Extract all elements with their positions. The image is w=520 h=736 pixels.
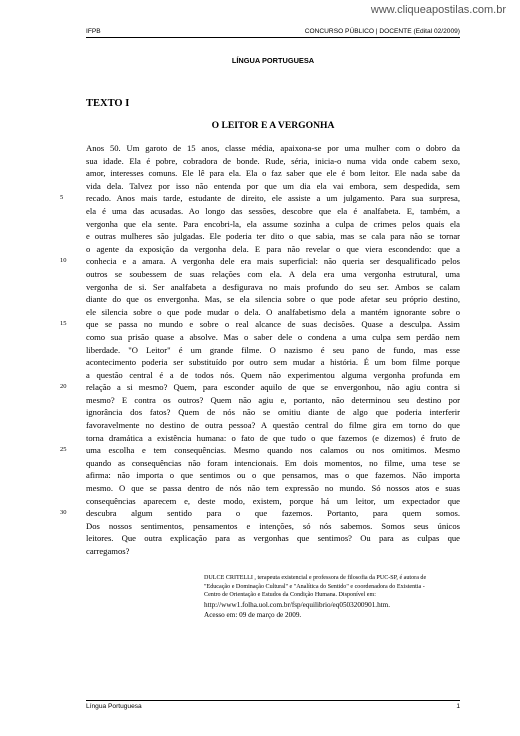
header-exam-info: CONCURSO PÚBLICO | DOCENTE (Edital 02/2009) [304, 28, 460, 35]
header-institution: IFPB [86, 28, 101, 35]
text-line [60, 444, 460, 457]
line-text: Dos nossos sentimentos, pensamentos e intenções, só nós sabemos. Somos seus únicos [86, 520, 460, 531]
page-footer [86, 700, 460, 710]
page-number: 1 [456, 703, 460, 710]
text-line [86, 142, 460, 155]
line-text: como sua prisão quase a absolve. Mas o saber dele o condena a uma culpa sem perdão nem [86, 331, 460, 342]
text-line [86, 495, 460, 508]
line-text: acontecimento poderia ser substituído por outro sem mudar a história. É um bom filme porque [86, 357, 460, 368]
text-line [86, 293, 460, 306]
text-line [86, 167, 460, 180]
citation-author-line: DULCE CRITELLI , terapeuta existencial e professora de filosofia da PUC-SP, é autora de [204, 575, 427, 581]
subject-heading: LÍNGUA PORTUGUESA [231, 56, 315, 65]
line-text: leitores. Que outra explicação para as vergonhas que sentimos? Ou para as culpas que [86, 533, 460, 544]
text-line [86, 369, 460, 382]
text-line [86, 432, 460, 445]
text-line [60, 318, 460, 331]
line-text: mesmo. O que se passa dentro de nós não tem expressão no mundo. Só nossos atos e suas [86, 483, 460, 494]
citation [204, 574, 474, 620]
line-text: ignorância dos fatos? Quem de nós não se omitiu diante de algo que poderia interferir [86, 407, 460, 418]
line-text: carregamos? [86, 546, 130, 556]
text-line [60, 192, 460, 205]
line-text: conhecia e a amara. A vergonha dele era mais superficial: não queria ser desqualificado pelos [86, 256, 460, 267]
line-number: 5 [60, 194, 64, 202]
line-text: uma escolha e tem consequências. Mesmo quando nos calamos ou nos omitimos. Mesmo [86, 445, 460, 456]
text-line [86, 457, 460, 470]
text-line [86, 155, 460, 168]
line-text: diante do que os envergonha. Mas, se ela silencia sobre o que pode afetar seu próprio destino, [86, 294, 460, 305]
text-line [86, 205, 460, 218]
line-text: consequências aparecem e, deste modo, existem, porque há um leitor, um expectador que [86, 495, 460, 506]
text-line [86, 306, 460, 319]
line-text: vergonha de si. Ser analfabeta a desfigurava no mais profundo do seu ser. Ambos se calam [86, 281, 460, 292]
line-text: relação a si mesmo? Quem, para esconder aquilo de que se envergonhou, não agiu contra si [86, 382, 460, 393]
line-text: vida dela. Talvez por isso não entenda por que um dia ela vai embora, sem despedida, sem [86, 180, 460, 191]
line-text: quando as consequências não foram intencionais. Em dois momentos, no filme, uma tese se [86, 457, 460, 468]
line-text: outros se soubessem de suas relações com ela. A dela era uma vergonha estrutural, uma [86, 268, 460, 279]
line-text: vergonha que ela sente. Para encobri-la, ela assume sozinha a culpa de crimes pelos quais ela [86, 218, 460, 229]
text-line [60, 381, 460, 394]
line-text: ele silencia sobre o que pode mudar o dela. O analfabetismo dela a mantém ignorante sobre o [86, 306, 460, 317]
text-line [86, 406, 460, 419]
line-text: liberdade. "O Leitor" é um grande filme. O nazismo é seu pano de fundo, mas esse [86, 344, 460, 355]
line-text: recado. Anos mais tarde, estudante de direito, ele assiste a um julgamento. Para sua surpresa, [86, 193, 460, 204]
text-body [60, 142, 460, 558]
citation-url: http://www1.folha.uol.com.br/fsp/equilibrio/eq0503200901.htm. [204, 600, 391, 609]
text-line [86, 520, 460, 533]
text-line [86, 532, 460, 545]
text-line [60, 507, 460, 520]
line-text: que se passa no mundo e sobre o real alcance de suas decisões. Quase a desculpa. Assim [86, 319, 460, 330]
text-line [86, 218, 460, 231]
text-line [86, 281, 460, 294]
text-label: TEXTO I [86, 98, 130, 109]
line-text: torna dramática a existência humana: o fato de que tudo o que fazemos (e dizemos) é fruto de [86, 432, 460, 443]
line-text: e outras mulheres são julgadas. Ele poderia ter dito o que sabia, mas se cala para não se tornar [86, 231, 460, 242]
text-line [86, 331, 460, 344]
footer-subject: Língua Portuguesa [86, 703, 142, 710]
text-line [86, 545, 460, 558]
text-line [86, 469, 460, 482]
citation-access-date: Acesso em: 09 de março de 2009. [204, 610, 302, 619]
citation-center-line: Centro de Orientação e Estudos da Condição Humana. Disponível em: [204, 592, 376, 599]
line-text: mesmo? E contra os outros? Quem não agiu e, portanto, não determinou seu destino por [86, 394, 460, 405]
text-line [60, 255, 460, 268]
line-number: 10 [60, 257, 67, 265]
line-number: 20 [60, 383, 67, 391]
line-text: favoravelmente no destino de outra pessoa? A questão central do filme gira em torno do que [86, 420, 460, 431]
text-line [86, 180, 460, 193]
text-title: O LEITOR E A VERGONHA [211, 120, 335, 131]
text-line [86, 419, 460, 432]
line-text: sua idade. Ela é pobre, cobradora de bonde. Rude, séria, inicia-o numa vida onde cabem sexo, [86, 155, 460, 166]
line-number: 25 [60, 446, 67, 454]
text-line [86, 230, 460, 243]
line-text: ela é uma das acusadas. Ao longo das sessões, descobre que ela é analfabeta. E, também, a [86, 205, 460, 216]
text-line [86, 356, 460, 369]
text-line [86, 344, 460, 357]
text-line [86, 482, 460, 495]
line-text: a questão central é a de todos nós. Quem não experimentou alguma vergonha profunda em [86, 369, 460, 380]
line-text: o agente da exposição da vergonha dela. E para não revelar o que viera escondendo: que a [86, 243, 460, 254]
line-text: afirma: não importa o que sentimos ou o que pensamos, mas o que fazemos. Não importa [86, 470, 460, 481]
watermark: www.cliqueapostilas.com.br [370, 4, 506, 16]
text-line [86, 243, 460, 256]
line-text: Anos 50. Um garoto de 15 anos, classe média, apaixona-se por uma mulher com o dobro da [86, 143, 460, 153]
line-number: 30 [60, 509, 67, 517]
citation-works-line: "Educação e Dominação Cultural" e "Analítica do Sentido" e coordenadora do Existentia - [204, 583, 425, 590]
line-text: descubra algum sentido para o que fazemos. Portanto, para quem somos. [86, 508, 460, 519]
text-line [86, 394, 460, 407]
line-text: amor, interesses comuns. Ele lê para ela. Ela o faz saber que ele é bom leitor. Ele nada sabe da [86, 168, 460, 179]
line-number: 15 [60, 320, 67, 328]
text-line [86, 268, 460, 281]
page-header [86, 28, 460, 38]
